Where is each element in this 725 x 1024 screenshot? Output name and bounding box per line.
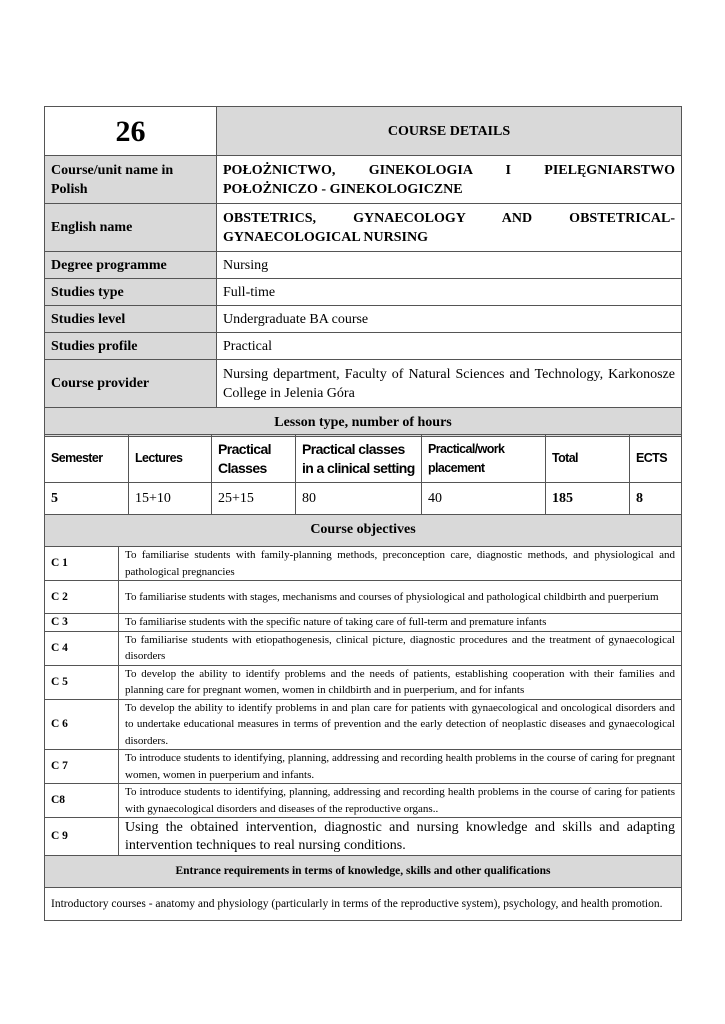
detail-label: Course/unit name in Polish [45,156,217,204]
objective-code: C 1 [45,547,119,581]
header-lectures: Lectures [129,435,212,483]
detail-value: POŁOŻNICTWO, GINEKOLOGIA I PIELĘGNIARSTWO POŁOŻNICZO - GINEKOLOGICZNE [217,156,682,204]
objective-text: To familiarise students with the specific nature of taking care of full-term and premature infants [119,614,682,632]
objective-code: C8 [45,784,119,818]
objective-text: To familiarise students with etiopathogenesis, clinical picture, diagnostic procedures and the treatment of gynaecological disorders [119,631,682,665]
course-details-title: COURSE DETAILS [217,107,682,156]
objective-text: To develop the ability to identify problems in and plan care for patients with gynaecological and oncological disorders and to undertake educational measures in terms of prevention and the early detection of neoplastic diseases and gynaecological disorders. [119,699,682,750]
objective-code: C 5 [45,665,119,699]
objective-text: To familiarise students with family-planning methods, preconception care, diagnostic methods, and physiological and pathological pregnancies [119,547,682,581]
value-ects: 8 [630,483,682,515]
objective-text: To develop the ability to identify problems and the needs of patients, establishing cooperation with their families and planning care for pregnant women, women in childbirth and in puerperium, and for infants [119,665,682,699]
detail-label: Studies type [45,279,217,306]
detail-row [45,306,682,333]
detail-row [45,156,682,204]
hours-header-row [45,435,682,483]
detail-value: Undergraduate BA course [217,306,682,333]
detail-label: Degree programme [45,252,217,279]
header-work-placement: Practical/work placement [422,435,546,483]
objective-code: C 6 [45,699,119,750]
value-practical-classes: 25+15 [212,483,296,515]
objective-code: C 3 [45,614,119,632]
lesson-type-title: Lesson type, number of hours [45,408,682,437]
detail-value: Nursing [217,252,682,279]
objective-row [45,547,682,581]
detail-value: Full-time [217,279,682,306]
hours-values-row [45,483,682,515]
objective-text: To introduce students to identifying, planning, addressing and recording health problems in the course of caring for patients with gynaecological disorders and diseases of the reproductive organs.. [119,784,682,818]
objective-row [45,631,682,665]
header-total: Total [546,435,630,483]
detail-row [45,333,682,360]
detail-row [45,204,682,252]
header-clinical-classes: Practical classes in a clinical setting [296,435,422,483]
detail-row [45,252,682,279]
course-number: 26 [45,107,217,156]
hours-table [44,434,682,515]
detail-value: Practical [217,333,682,360]
objective-row [45,581,682,614]
objective-code: C 2 [45,581,119,614]
objective-text: Using the obtained intervention, diagnostic and nursing knowledge and skills and adapting intervention techniques to real nursing conditions. [119,818,682,856]
value-clinical-classes: 80 [296,483,422,515]
value-semester: 5 [45,483,129,515]
objectives-title: Course objectives [45,515,682,547]
objective-row [45,699,682,750]
objective-code: C 7 [45,750,119,784]
entrance-requirements-title: Entrance requirements in terms of knowledge, skills and other qualifications [45,856,682,888]
objective-row [45,750,682,784]
header-semester: Semester [45,435,129,483]
objective-code: C 4 [45,631,119,665]
objective-row [45,614,682,632]
detail-label: Course provider [45,360,217,408]
detail-row [45,360,682,408]
value-total: 185 [546,483,630,515]
objectives-table [44,514,682,921]
entrance-requirements-text: Introductory courses - anatomy and physiology (particularly in terms of the reproductive system), psychology, and health promotion. [45,888,682,921]
objective-row [45,665,682,699]
value-work-placement: 40 [422,483,546,515]
header-ects: ECTS [630,435,682,483]
objective-code: C 9 [45,818,119,856]
header-practical-classes: Practical Classes [212,435,296,483]
value-lectures: 15+10 [129,483,212,515]
objective-text: To familiarise students with stages, mechanisms and courses of physiological and pathological childbirth and puerperium [119,581,682,614]
detail-label: Studies profile [45,333,217,360]
detail-label: English name [45,204,217,252]
objective-row [45,784,682,818]
detail-row [45,279,682,306]
detail-value: Nursing department, Faculty of Natural Sciences and Technology, Karkonosze College in Jelenia Góra [217,360,682,408]
objective-text: To introduce students to identifying, planning, addressing and recording health problems in the course of caring for pregnant women, women in puerperium and infants. [119,750,682,784]
detail-label: Studies level [45,306,217,333]
course-details-table [44,106,682,437]
detail-value: OBSTETRICS, GYNAECOLOGY AND OBSTETRICAL-GYNAECOLOGICAL NURSING [217,204,682,252]
objective-row [45,818,682,856]
